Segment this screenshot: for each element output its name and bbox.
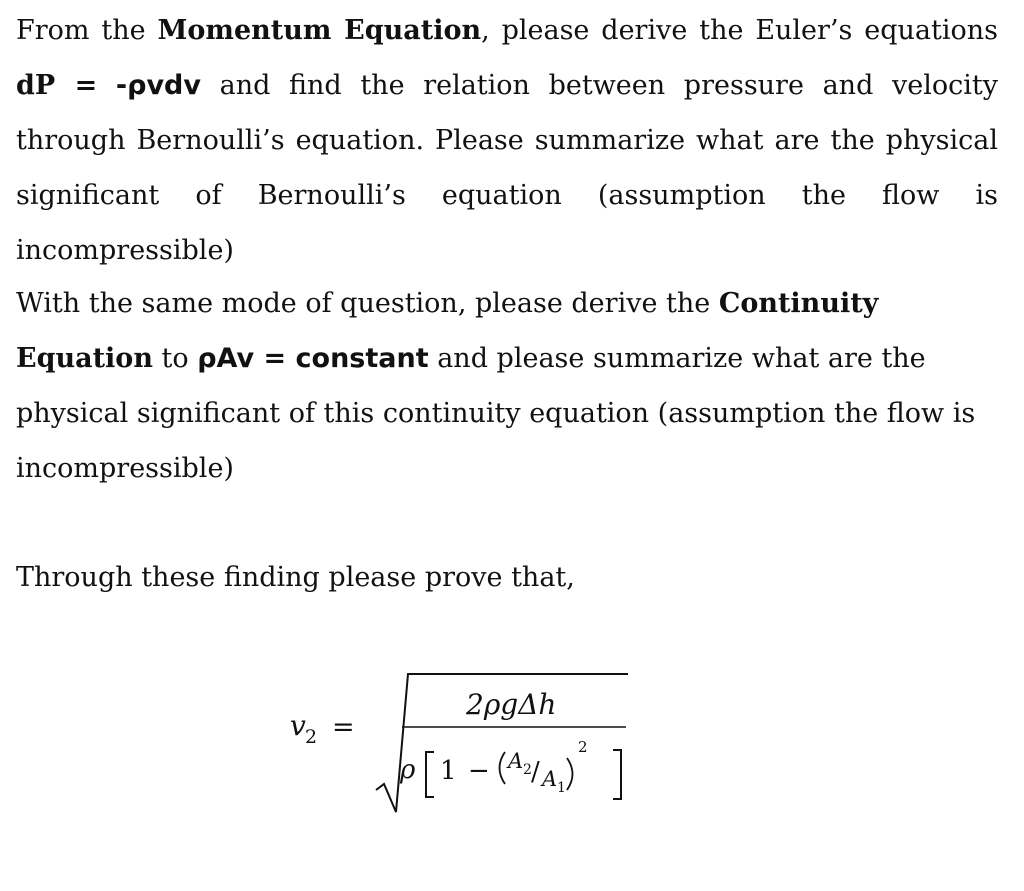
p2-bold-continuity-equation: Continuity Equation [16,288,879,374]
p1-bold-rhovdv: -ρvdv [115,70,201,101]
formula-rho: ρ [400,755,416,785]
p1-text-1: From the [16,15,158,46]
paragraph-prove-statement [16,550,998,605]
p2-text-1: With the same mode of question, please derive the [16,288,719,319]
p1-bold-momentum-equation: Momentum Equation [157,15,482,46]
left-square-bracket [426,752,434,797]
formula-slash: / [531,757,540,787]
p1-text-3: and find the relation between pressure and velocity through Bernoulli’s equation. Please summarize what are the physical significant of Bernoulli’s equation (assumption the flow is incompressible) [16,70,998,266]
formula-a1: A [542,767,558,791]
p2-bold-rhoav-constant: ρAv = constant [197,343,429,374]
formula-equals: = [332,712,355,743]
formula-minus: − [468,756,490,786]
formula-a2: A [508,749,524,773]
formula-one: 1 [440,756,457,786]
formula-svg [280,660,660,830]
p2-text-3: and please summarize what are the physical significant of this continuity equation (assumption the flow is incompressible) [16,343,976,484]
p2-text-2: to [152,343,198,374]
p1-bold-dp: dP = [16,70,98,101]
velocity-formula [280,660,660,830]
formula-a1-subscript: 1 [557,780,566,796]
formula-a2-subscript: 2 [523,762,532,778]
right-square-bracket [613,750,621,799]
right-parenthesis [567,758,573,790]
left-parenthesis [500,752,506,784]
paragraph-continuity-question [16,276,998,496]
formula-exponent: 2 [578,738,588,756]
p1-text-2: , please derive the Euler’s equations [481,15,999,46]
formula-lhs-v: v [290,709,306,742]
formula-lhs-subscript: 2 [305,726,318,748]
formula-numerator: 2ρgΔh [466,688,557,721]
paragraph-momentum-question [16,3,998,278]
p3-text: Through these finding please prove that, [16,562,575,593]
